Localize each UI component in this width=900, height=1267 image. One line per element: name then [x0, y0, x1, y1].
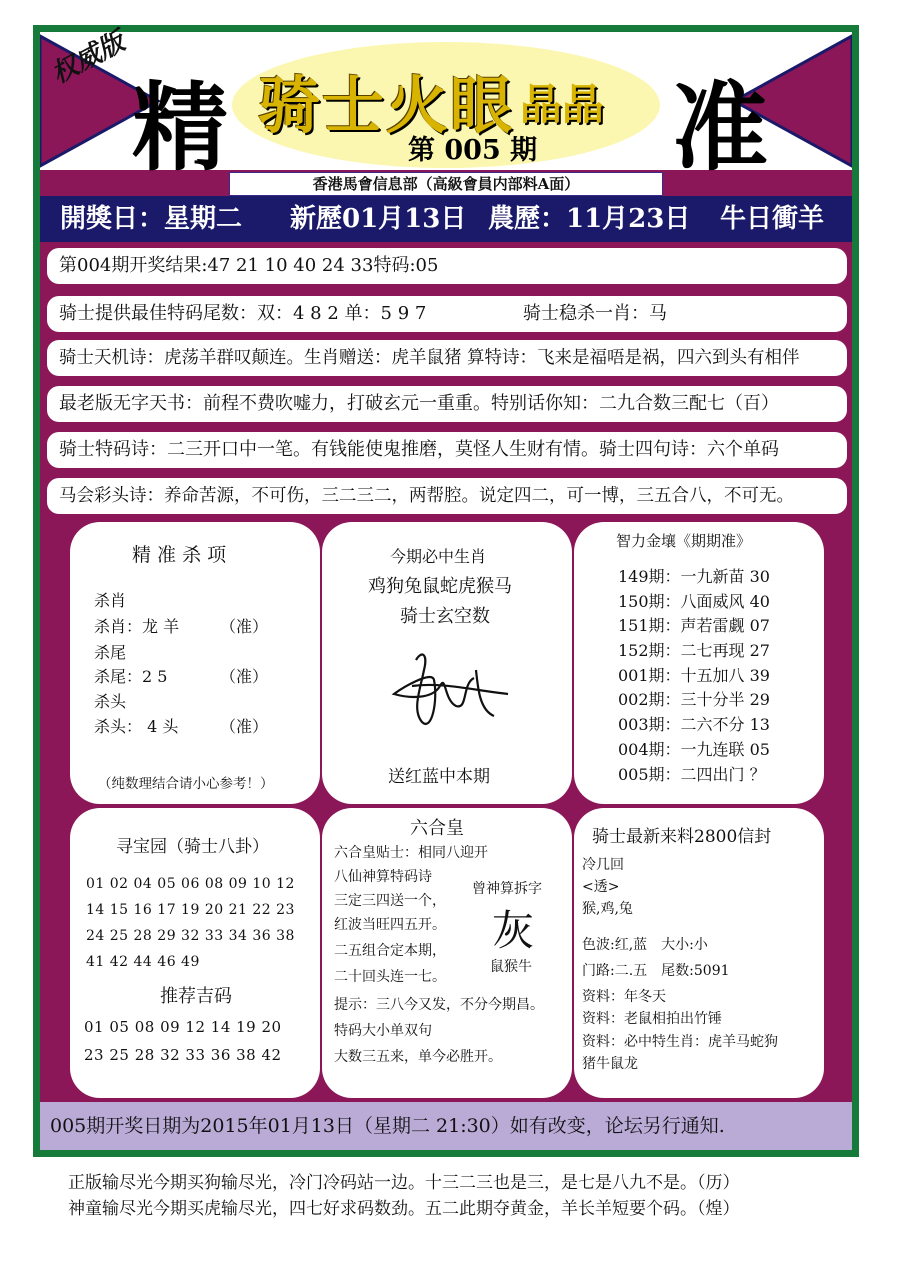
issue-number: 第 005 期	[408, 135, 538, 166]
treasure-line: 14 15 16 17 19 20 21 22 23	[86, 902, 295, 918]
latest-line: 资料：老鼠相拍出竹锤	[582, 1011, 722, 1027]
treasure-line: 24 25 28 29 32 33 34 36 38	[86, 928, 295, 944]
liuhe-line: 三定三四送一个，	[334, 893, 446, 909]
left-big-char: 精	[132, 71, 228, 184]
zhili-box	[574, 522, 824, 804]
date-bar	[40, 196, 852, 242]
special-poem-row: 骑士特码诗：二三开口中一笔。有钱能使鬼推磨，莫怪人生财有情。骑士四句诗：六个单码	[47, 432, 847, 468]
zodiac-day: 牛日衝羊	[720, 204, 825, 234]
liuhe-line: 六合皇贴士：相同八迎开	[334, 845, 488, 861]
rec-line: 23 25 28 32 33 36 38 42	[84, 1046, 282, 1064]
kill-box	[70, 522, 320, 804]
latest-line: 冷几回	[582, 857, 624, 873]
banner: 香港馬會信息部（高級會員内部料A面）	[229, 172, 663, 196]
book-row: 最老版无字天书：前程不费吹嘘力，打破玄元一重重。特别话你知：二九合数三配七（百）	[47, 386, 847, 422]
must-box	[322, 522, 572, 804]
signature-icon	[382, 640, 522, 740]
liuhe-line: 二五组合定本期，	[334, 943, 446, 959]
must-sub: 骑士玄空数	[400, 606, 490, 627]
liuhe-box	[322, 808, 572, 1098]
latest-line: 门路:二.五 尾数:5091	[582, 963, 730, 979]
lunar-calendar: 農歷：11月23日	[488, 204, 691, 234]
result-row: 第004期开奖结果:47 21 10 40 24 33特码:05	[47, 248, 847, 284]
latest-box	[574, 808, 824, 1098]
split-char: 灰	[492, 906, 535, 955]
liuhe-line: 红波当旺四五开。	[334, 917, 446, 933]
zhili-item: 151期：声若雷觑 07	[618, 616, 770, 635]
zhili-item: 003期：二六不分 13	[618, 715, 770, 734]
zhili-item: 001期：十五加八 39	[618, 666, 770, 685]
zhili-item: 149期：一九新苗 30	[618, 567, 770, 586]
zhili-item: 152期：二七再现 27	[618, 641, 770, 660]
right-big-char: 准	[672, 71, 768, 184]
kill-line: 杀尾：2 5	[94, 667, 168, 686]
open-day: 開獎日：星期二	[60, 204, 243, 234]
bottom-poem: 神童输尽光今期买虎输尽光，四七好求码数劲。五二此期夺黄金，羊长羊短要个码。（煌）	[68, 1199, 740, 1219]
zhili-item: 005期：二四出门 ？	[618, 765, 766, 784]
kill-line: 杀肖：龙 羊	[94, 617, 180, 636]
latest-line: 猪牛鼠龙	[582, 1056, 638, 1072]
must-animals: 鸡狗兔鼠蛇虎猴马	[368, 576, 512, 597]
must-title: 今期必中生肖	[390, 547, 487, 566]
footer-notice: 005期开奖日期为2015年01月13日（星期二 21:30）如有改变，论坛另行通知.	[40, 1102, 852, 1150]
quanwei-label: 权威版	[46, 26, 130, 90]
page-title: 骑士火眼	[258, 69, 515, 142]
kill-line: 杀尾	[94, 643, 127, 662]
latest-line: <透>	[582, 879, 620, 895]
treasure-line: 41 42 44 46 49	[86, 954, 200, 970]
kill-line: 杀头	[94, 692, 127, 711]
liuhe-line: 特码大小单双句	[334, 1023, 432, 1039]
tail-text: 骑士提供最佳特码尾数：双：4 8 2 单：5 9 7	[59, 303, 427, 324]
treasure-title: 寻宝园（骑士八卦）	[116, 837, 269, 857]
latest-line: 色波:红,蓝 大小:小	[582, 937, 708, 953]
lucky-poem-row: 马会彩头诗：养命苦源，不可伤，三二三二，两帮腔。说定四二，可一博，三五合八，不可无。	[47, 478, 847, 514]
kill-title: 精 准 杀 项	[132, 544, 227, 566]
liuhe-line: 二十回头连一七。	[334, 969, 446, 985]
split-sub: 鼠猴牛	[490, 959, 532, 975]
liuhe-title: 六合皇	[410, 818, 464, 839]
zhili-title: 智力金壤《期期准》	[616, 532, 752, 550]
treasure-sub: 推荐吉码	[160, 986, 232, 1007]
kill-one: 骑士稳杀一肖：马	[523, 303, 667, 324]
latest-title: 骑士最新来料2800信封	[592, 827, 772, 847]
latest-line: 猴,鸡,兔	[582, 901, 633, 917]
new-calendar: 新歷01月13日	[290, 204, 467, 234]
must-bottom: 送红蓝中本期	[388, 767, 490, 787]
kill-note: （纯数理结合请小心参考！）	[98, 776, 274, 792]
title-suffix: 晶晶	[520, 80, 605, 129]
poem-row: 骑士天机诗：虎荡羊群叹颠连。生肖赠送：虎羊鼠猪 算特诗：飞来是福唔是祸，四六到头有相伴	[47, 340, 847, 376]
zhili-item: 002期：三十分半 29	[618, 690, 770, 709]
zhili-item: 150期：八面威风 40	[618, 592, 770, 611]
zhun-label: （准）	[220, 667, 269, 686]
liuhe-line: 提示：三八今又发，不分今期昌。	[334, 997, 544, 1013]
latest-line: 资料：必中特生肖：虎羊马蛇狗	[582, 1034, 778, 1050]
zhun-label: （准）	[220, 717, 269, 736]
treasure-box	[70, 808, 320, 1098]
treasure-line: 01 02 04 05 06 08 09 10 12	[86, 876, 295, 892]
tail-row	[47, 296, 847, 332]
rec-line: 01 05 08 09 12 14 19 20	[84, 1018, 282, 1036]
liuhe-line: 大数三五来，单今必胜开。	[334, 1049, 502, 1065]
zhun-label: （准）	[220, 617, 269, 636]
latest-line: 资料：年冬天	[582, 989, 666, 1005]
zeng-label: 曾神算拆字	[472, 881, 542, 897]
liuhe-line: 八仙神算特码诗	[334, 869, 432, 885]
kill-line: 杀肖	[94, 591, 127, 610]
bottom-poem: 正版输尽光今期买狗输尽光，冷门冷码站一边。十三二三也是三，是七是八九不是。（历）	[68, 1173, 740, 1193]
kill-line: 杀头： 4 头	[94, 717, 179, 736]
zhili-item: 004期：一九连联 05	[618, 740, 770, 759]
